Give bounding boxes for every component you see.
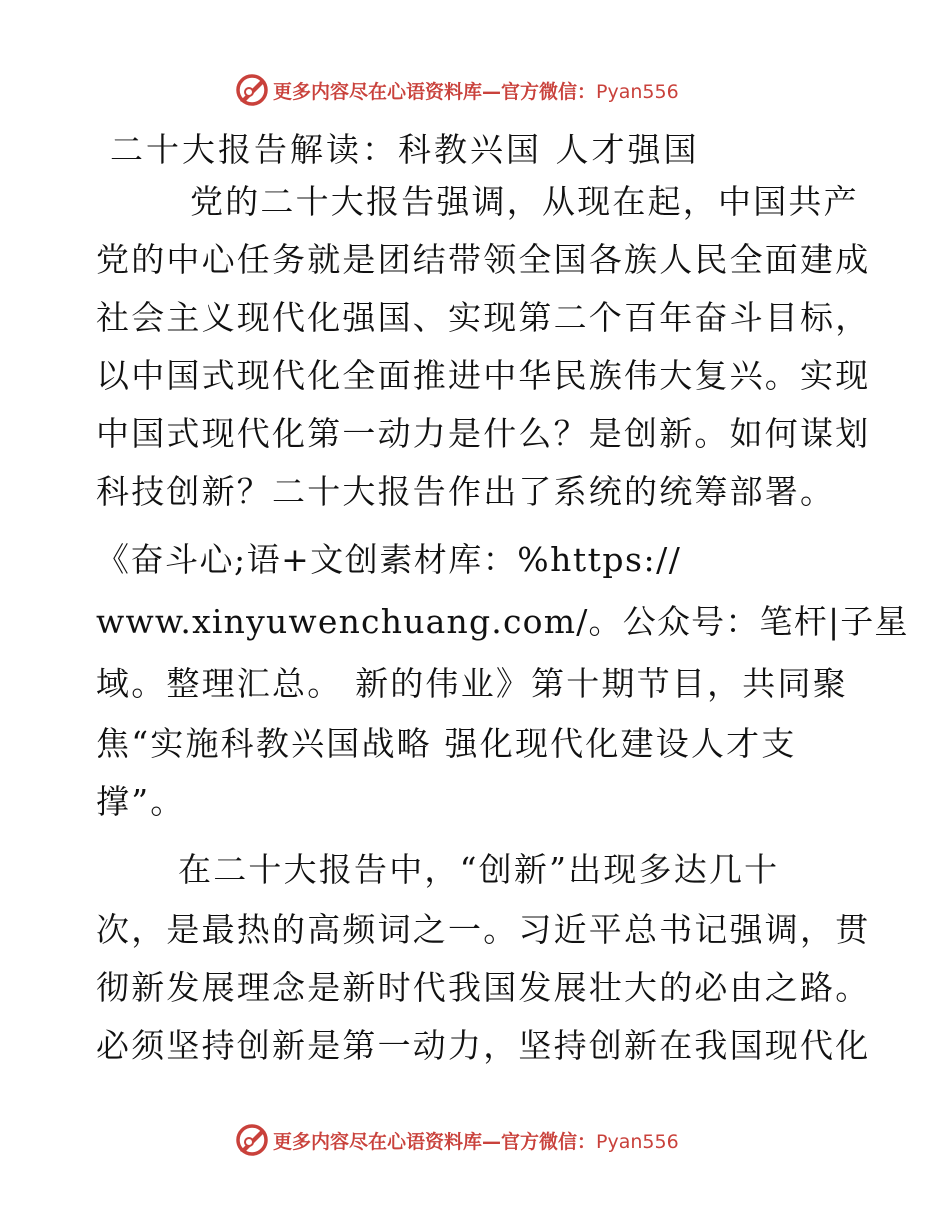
wechat-handle: Pyan556 xyxy=(596,80,679,103)
paragraph-line: 中国式现代化第一动力是什么？是创新。如何谋划 xyxy=(96,414,871,453)
paragraph-line: 社会主义现代化强国、实现第二个百年奋斗目标， xyxy=(96,298,871,337)
footer-watermark-banner xyxy=(235,1122,715,1158)
quill-seal-icon xyxy=(235,73,269,107)
paragraph-line: 以中国式现代化全面推进中华民族伟大复兴。实现 xyxy=(96,356,871,395)
paragraph-line: 焦“实施科教兴国战略 强化现代化建设人才支 xyxy=(96,724,797,763)
paragraph-line: 必须坚持创新是第一动力，坚持创新在我国现代化 xyxy=(96,1026,871,1065)
paragraph-line: 次，是最热的高频词之一。习近平总书记强调，贯 xyxy=(96,910,871,949)
paragraph-line: 党的中心任务就是团结带领全国各族人民全面建成 xyxy=(96,240,871,279)
wechat-handle: Pyan556 xyxy=(596,1130,679,1153)
paragraph-line: 《奋斗心;语+文创素材库：%https:// xyxy=(96,540,682,579)
watermark-text: 更多内容尽在心语资料库—官方微信：Pyan556 xyxy=(273,1130,679,1153)
paragraph-line: 在二十大报告中，“创新”出现多达几十 xyxy=(178,850,780,889)
paragraph-line: 科技创新？二十大报告作出了系统的统筹部署。 xyxy=(96,472,836,511)
paragraph-line: 撑”。 xyxy=(96,782,186,821)
paragraph-line: 域。整理汇总。 新的伟业》第十期节目，共同聚 xyxy=(96,664,848,703)
paragraph-line: 彻新发展理念是新时代我国发展壮大的必由之路。 xyxy=(96,968,871,1007)
header-watermark-banner xyxy=(235,72,715,108)
quill-seal-icon xyxy=(235,1123,269,1157)
watermark-text: 更多内容尽在心语资料库—官方微信：Pyan556 xyxy=(273,80,679,103)
paragraph-line: www.xinyuwenchuang.com/。公众号：笔杆|子星 xyxy=(96,602,909,641)
paragraph-line: 党的二十大报告强调，从现在起，中国共产 xyxy=(190,182,859,221)
document-title: 二十大报告解读：科教兴国 人才强国 xyxy=(110,130,700,169)
